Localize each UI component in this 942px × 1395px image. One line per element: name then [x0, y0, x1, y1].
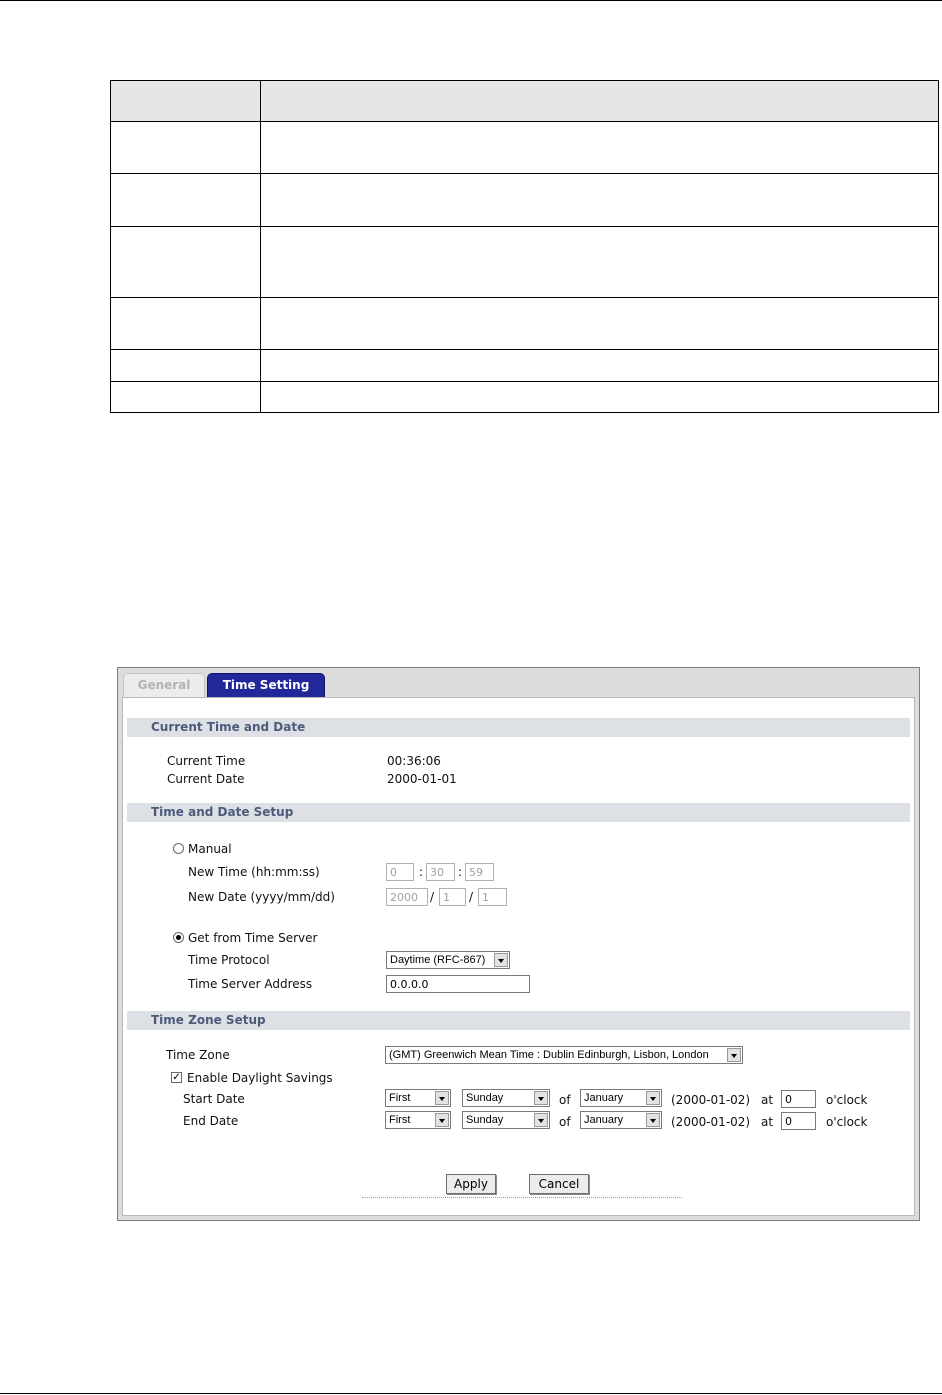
- tab-time-setting[interactable]: Time Setting: [207, 673, 325, 698]
- table-header-row: [111, 81, 939, 122]
- time-protocol-value: Daytime (RFC-867): [390, 954, 486, 966]
- end-date-label: End Date: [183, 1114, 239, 1128]
- chevron-down-icon: [435, 1091, 449, 1105]
- end-week-value: First: [389, 1114, 411, 1126]
- oclock-label: o'clock: [826, 1093, 868, 1107]
- new-date-year-input[interactable]: [386, 888, 428, 906]
- start-week-select[interactable]: [385, 1089, 451, 1107]
- start-week-value: First: [389, 1092, 411, 1104]
- button-divider: [362, 1197, 682, 1198]
- time-server-address-label: Time Server Address: [188, 977, 313, 991]
- new-date-day-input[interactable]: [478, 888, 507, 906]
- oclock-label: o'clock: [826, 1115, 868, 1129]
- start-day-value: Sunday: [466, 1092, 504, 1104]
- time-server-address-input[interactable]: [386, 975, 530, 993]
- end-hour-input[interactable]: [781, 1112, 816, 1130]
- cancel-button[interactable]: Cancel: [529, 1174, 589, 1194]
- of-label: of: [559, 1115, 571, 1129]
- header-rule: [0, 0, 942, 1]
- time-protocol-label: Time Protocol: [188, 953, 270, 967]
- end-computed-date: (2000-01-02): [671, 1115, 751, 1129]
- daylight-savings-checkbox[interactable]: ✓: [172, 1072, 181, 1083]
- chevron-down-icon: [727, 1048, 741, 1062]
- chevron-down-icon: [534, 1113, 548, 1127]
- current-time-value: 00:36:06: [387, 754, 441, 768]
- section-time-zone-setup: Time Zone Setup: [127, 1011, 910, 1030]
- new-date-label: New Date (yyyy/mm/dd): [188, 890, 335, 904]
- date-separator: /: [430, 890, 435, 904]
- end-month-select[interactable]: [580, 1111, 662, 1129]
- start-date-label: Start Date: [183, 1092, 245, 1106]
- start-month-select[interactable]: [580, 1089, 662, 1107]
- table-row: [111, 174, 939, 227]
- start-day-select[interactable]: [462, 1089, 550, 1107]
- at-label: at: [761, 1093, 774, 1107]
- start-month-value: January: [584, 1092, 624, 1104]
- table-row: [111, 350, 939, 382]
- time-protocol-select[interactable]: [386, 951, 510, 969]
- time-setting-panel: [122, 697, 915, 1216]
- end-day-value: Sunday: [466, 1114, 504, 1126]
- table-row: [111, 227, 939, 298]
- chevron-down-icon: [494, 953, 508, 967]
- field-description-table: [110, 80, 939, 413]
- at-label: at: [761, 1115, 774, 1129]
- end-week-select[interactable]: [385, 1111, 451, 1129]
- current-date-label: Current Date: [167, 772, 245, 786]
- new-time-minute-input[interactable]: [426, 863, 455, 881]
- table-row: [111, 382, 939, 413]
- section-time-and-date-setup: Time and Date Setup: [127, 803, 910, 822]
- tab-general[interactable]: General: [123, 673, 205, 698]
- time-separator: :: [419, 865, 424, 879]
- table-row: [111, 122, 939, 174]
- new-time-label: New Time (hh:mm:ss): [188, 865, 320, 879]
- chevron-down-icon: [534, 1091, 548, 1105]
- new-date-month-input[interactable]: [439, 888, 466, 906]
- time-setting-screenshot: [117, 667, 920, 1221]
- chevron-down-icon: [435, 1113, 449, 1127]
- daylight-savings-label: Enable Daylight Savings: [187, 1071, 333, 1085]
- end-day-select[interactable]: [462, 1111, 550, 1129]
- time-zone-label: Time Zone: [166, 1048, 230, 1062]
- apply-button[interactable]: Apply: [446, 1174, 496, 1194]
- time-separator: :: [458, 865, 463, 879]
- chevron-down-icon: [646, 1113, 660, 1127]
- time-zone-value: (GMT) Greenwich Mean Time : Dublin Edinburgh, Lisbon, London: [389, 1049, 709, 1061]
- new-time-hour-input[interactable]: [386, 863, 414, 881]
- time-server-label: Get from Time Server: [188, 931, 318, 945]
- date-separator: /: [469, 890, 474, 904]
- start-hour-input[interactable]: [781, 1090, 816, 1108]
- manual-radio[interactable]: [173, 843, 184, 854]
- new-time-second-input[interactable]: [465, 863, 494, 881]
- footer-rule: [0, 1393, 942, 1394]
- section-current-time-and-date: Current Time and Date: [127, 718, 910, 737]
- time-server-radio[interactable]: [173, 932, 184, 943]
- manual-label: Manual: [188, 842, 232, 856]
- of-label: of: [559, 1093, 571, 1107]
- end-month-value: January: [584, 1114, 624, 1126]
- chevron-down-icon: [646, 1091, 660, 1105]
- table-row: [111, 298, 939, 350]
- time-zone-select[interactable]: [385, 1046, 743, 1064]
- current-date-value: 2000-01-01: [387, 772, 457, 786]
- start-computed-date: (2000-01-02): [671, 1093, 751, 1107]
- current-time-label: Current Time: [167, 754, 246, 768]
